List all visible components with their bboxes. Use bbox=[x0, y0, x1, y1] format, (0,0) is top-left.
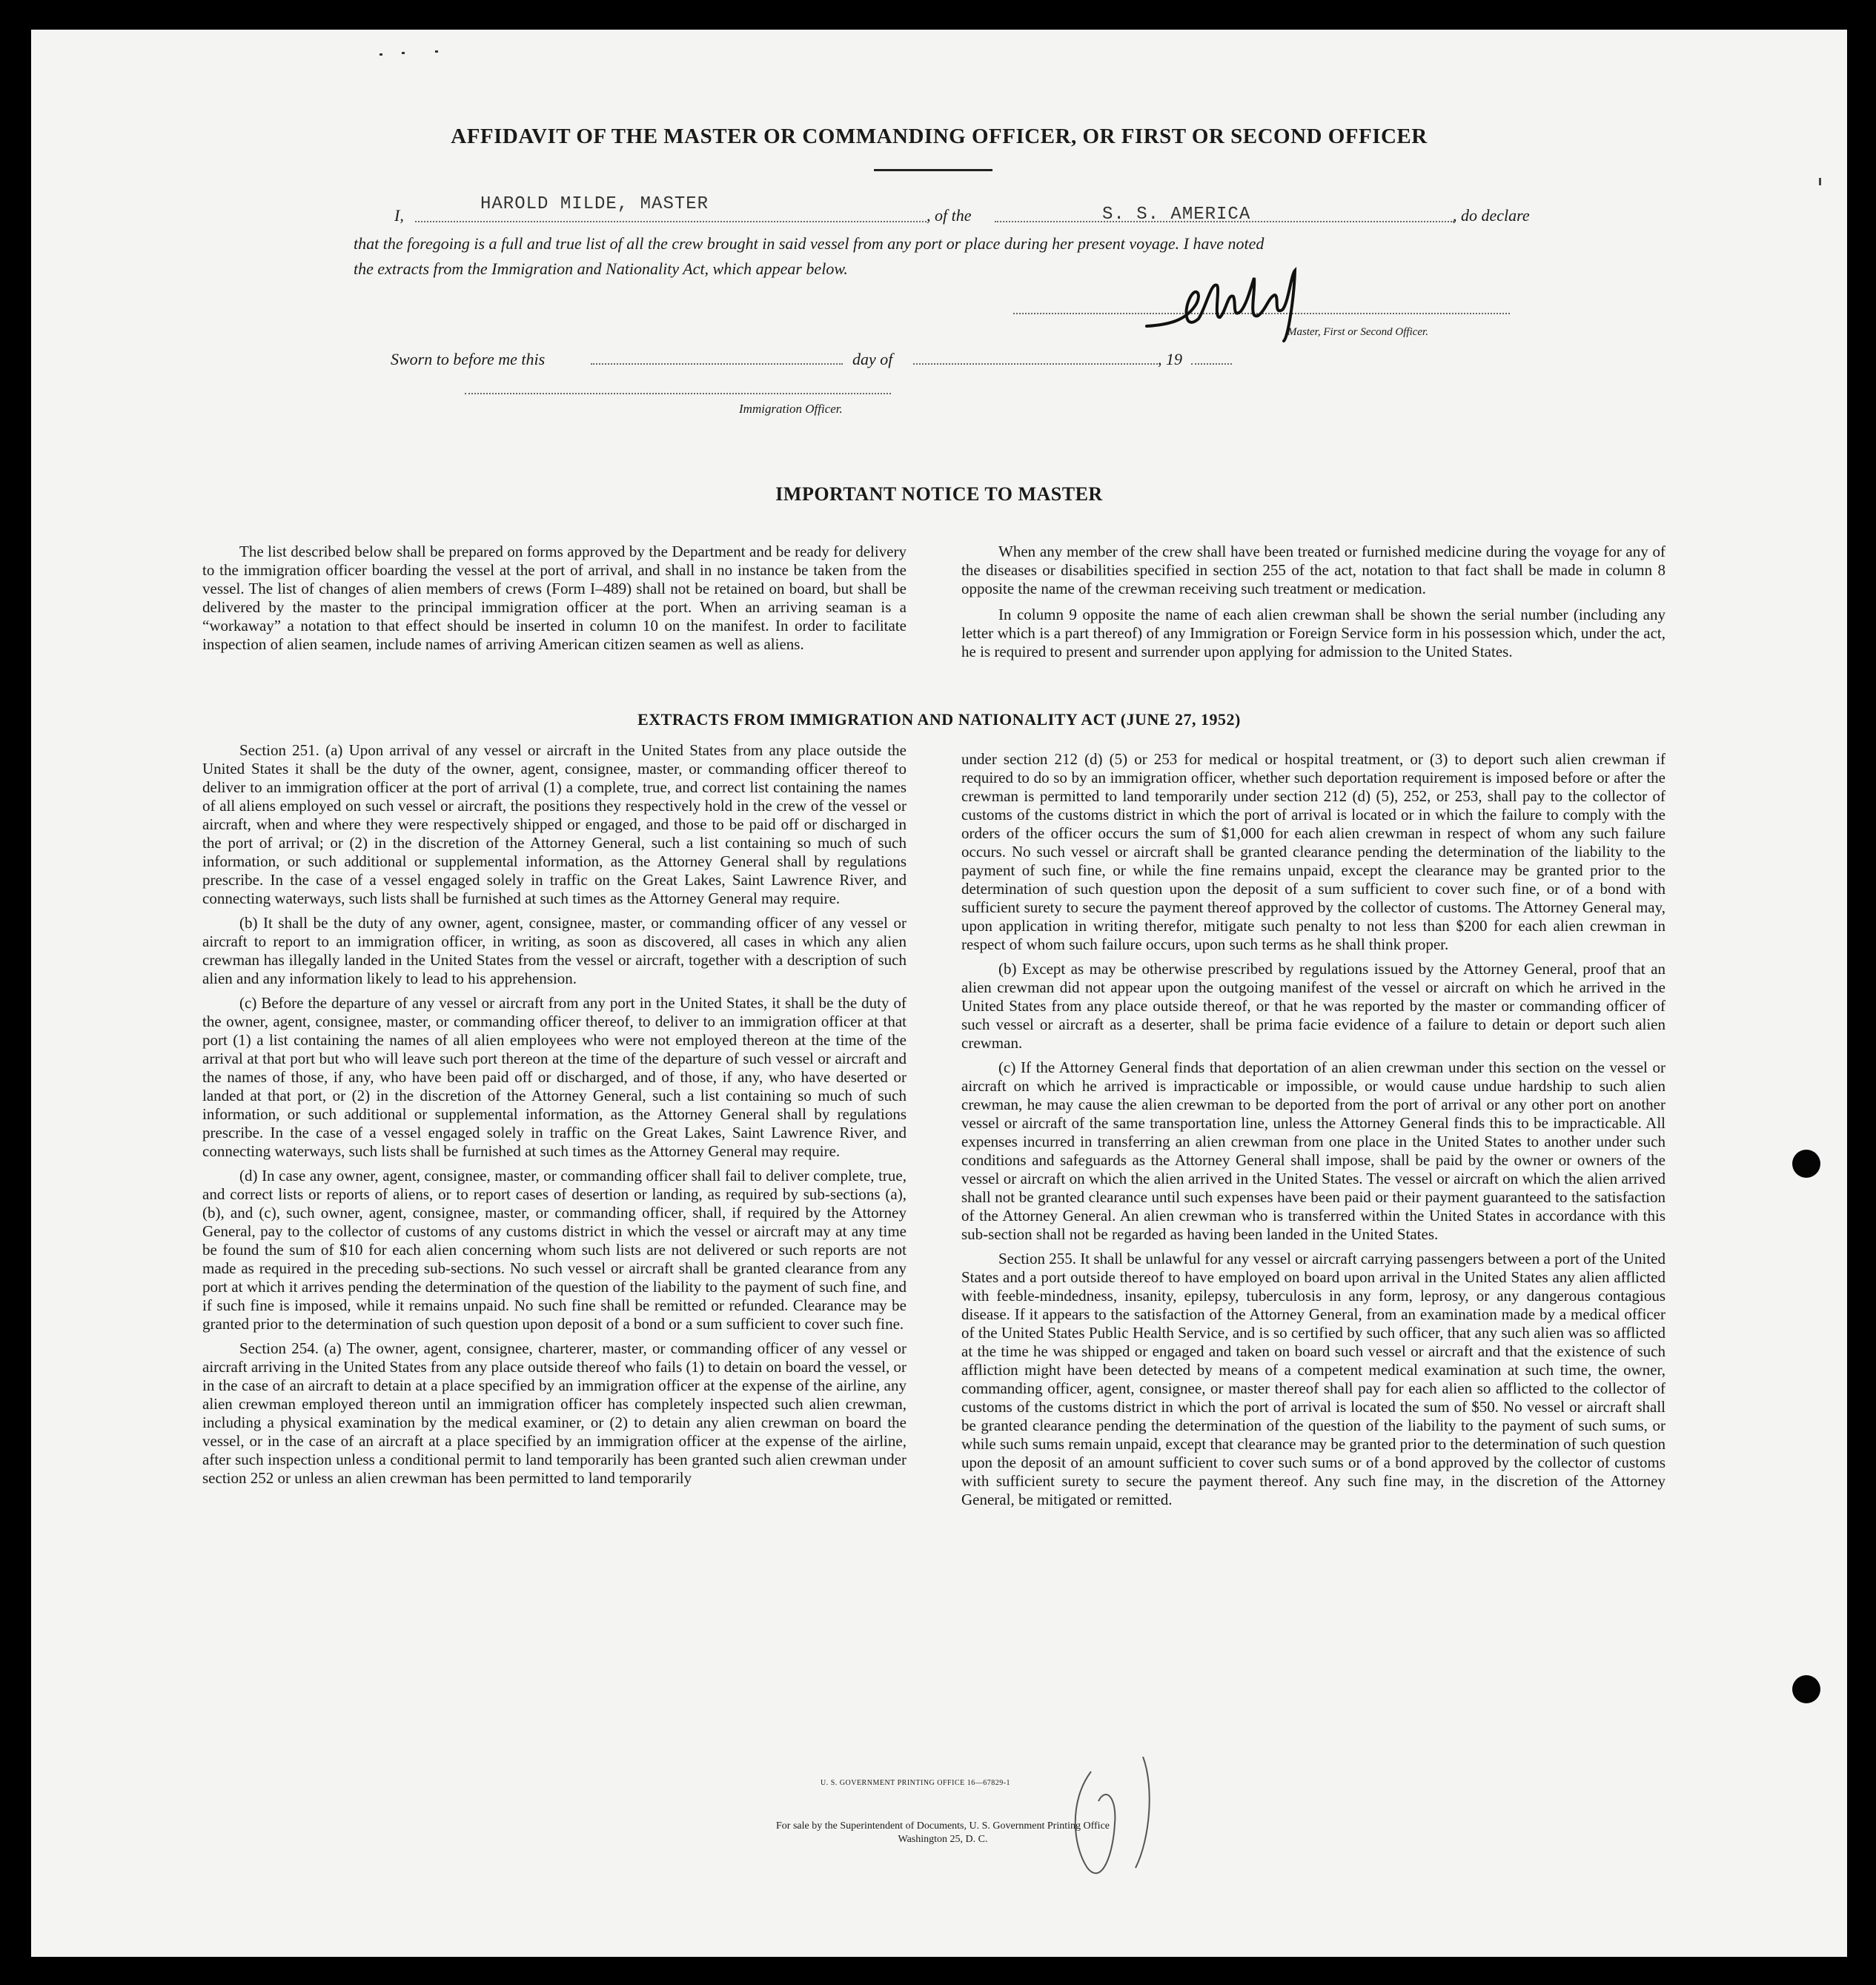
sworn-year-field bbox=[1191, 347, 1232, 365]
notice-title: IMPORTANT NOTICE TO MASTER bbox=[775, 483, 1103, 505]
section-251-a: Section 251. (a) Upon arrival of any vessel or aircraft in the United States from any place outside the United States it shall be the duty of the owner, agent, consignee, master, or commanding officer thereof to deliver to an immigration officer at the port of arrival (1) a complete, true, and correct list containing the names of all aliens employed on such vessel or aircraft, the positions they respectively hold in the crew of the vessel or aircraft, when and where they were respectively shipped or engaged, and those to be paid off or discharged in the port of arrival; or (2) in the discretion of the Attorney General, such a list containing so much of such information, or such additional or supplemental information, as the Attorney General shall by regulations prescribe. In the case of a vessel engaged solely in traffic on the Great Lakes, Saint Lawrence River, and connecting waterways, such lists shall be furnished at such times as the Attorney General may require. bbox=[202, 741, 906, 907]
section-254-c: (c) If the Attorney General finds that deportation of an alien crewman under this section on the vessel or aircraft on which he arrived is impracticable or impossible, or would cause undue hardship to such alien crewman, he may cause the alien crewman to be deported from the port of arrival or any other port on another vessel or aircraft of the same transportation line, unless the Attorney General finds this to be impracticable. All expenses incurred in transferring an alien crewman from one place in the United States to another under such conditions and safeguards as the Attorney General shall impose, shall be paid by the owner or owners of the vessel or aircraft on which the alien arrived in the United States. The vessel or aircraft on which the alien arrived shall not be granted clearance until such expenses have been paid or their payment guaranteed to the satisfaction of the Attorney General. An alien crewman who is transferred within the United States in accordance with this sub-section shall not be regarded as having been landed in the United States. bbox=[961, 1058, 1665, 1243]
do-declare-label: , do declare bbox=[1453, 206, 1530, 225]
section-254-b: (b) Except as may be otherwise prescribed by regulations issued by the Attorney General, proof that an alien crewman did not appear upon the outgoing manifest of the vessel or aircraft on which he arrived in the United States from any place outside thereof, or that he was reported by the master or commanding officer of such vessel or aircraft as a deserter, shall be prima facie evidence of a failure to detain or deport such alien crewman. bbox=[961, 960, 1665, 1052]
section-254-a: Section 254. (a) The owner, agent, consignee, charterer, master, or commanding officer of any vessel or aircraft arriving in the United States from any place outside thereof who fails (1) to detain on board the vessel, or in the case of an aircraft to detain at a place specified by an immigration officer at the expense of the airline, any alien crewman employed thereon until an immigration officer has completely inspected such alien crewman, including a physical examination by the medical examiner, or (2) to detain any alien crewman on board the vessel, or in the case of an aircraft at a place specified by an immigration officer at the expense of the airline, after such inspection unless a conditional permit to land temporarily has been granted such alien crewman under section 252 or unless an alien crewman has been permitted to land temporarily bbox=[202, 1339, 906, 1487]
notice-left-column bbox=[202, 543, 906, 661]
affidavit-title: AFFIDAVIT OF THE MASTER OR COMMANDING OFFICER, OR FIRST OR SECOND OFFICER bbox=[451, 125, 1428, 148]
statement-line-1: that the foregoing is a full and true list of all the crew brought in said vessel from any port or place during her present voyage. I have noted bbox=[354, 234, 1265, 253]
notice-paragraph: When any member of the crew shall have been treated or furnished medicine during the voyage for any of the diseases or disabilities specified in section 255 of the act, notation to that fact shall be made in column 8 opposite the name of the crewman receiving such treatment or medication. bbox=[961, 543, 1665, 597]
scan-speck bbox=[379, 53, 382, 56]
section-251-c: (c) Before the departure of any vessel or aircraft from any port in the United States, it shall be the duty of the owner, agent, consignee, master, or commanding officer thereof, to deliver to an immigration officer at that port (1) a list containing the names of all alien employees who were not employed thereon at the time of the arrival at that port but who will leave such port thereon at the time of the departure of such vessel or aircraft and the names of those, if any, who have been paid off or discharged, and of those, if any, who have deserted or landed at that port, or (2) in the discretion of the Attorney General, such a list containing so much of such information, or such additional or supplemental information, as the Attorney General shall by regulations prescribe. In the case of a vessel engaged solely in traffic on the Great Lakes, Saint Lawrence River, and connecting waterways, such lists shall be furnished at such times as the Attorney General may require. bbox=[202, 994, 906, 1160]
statement-line-2: the extracts from the Immigration and Nationality Act, which appear below. bbox=[354, 259, 848, 278]
sworn-label: Sworn to before me this bbox=[391, 350, 546, 368]
vessel-name: S. S. AMERICA bbox=[1102, 205, 1251, 225]
title-rule bbox=[874, 169, 992, 171]
immigration-officer-line bbox=[465, 385, 891, 394]
extracts-title: EXTRACTS FROM IMMIGRATION AND NATIONALITY ACT (JUNE 27, 1952) bbox=[637, 710, 1241, 729]
scan-speck bbox=[1819, 178, 1821, 185]
punch-hole bbox=[1792, 1150, 1820, 1178]
notice-paragraph: The list described below shall be prepared on forms approved by the Department and be ready for delivery to the immigration officer boarding the vessel at the port of arrival, and shall in no instance be taken from the vessel. The list of changes of alien members of crews (Form I–489) shall not be retained on board, but shall be delivered by the master to the principal immigration officer at the port. When an arriving seaman is a “workaway” a notation to that effect should be inserted in column 10 on the manifest. In order to facilitate inspection of alien seamen, include names of arriving American citizen seamen as well as aliens. bbox=[202, 543, 906, 653]
notice-paragraph: In column 9 opposite the name of each alien crewman shall be shown the serial number (including any letter which is a part thereof) of any Immigration or Foreign Service form in his possession which, under the act, he is required to present and surrender upon applying for admission to the United States. bbox=[961, 606, 1665, 660]
scan-speck bbox=[435, 50, 438, 53]
scan-speck bbox=[402, 52, 405, 54]
immigration-officer-caption: Immigration Officer. bbox=[739, 402, 843, 416]
extracts-right-column bbox=[961, 750, 1665, 1515]
punch-hole bbox=[1792, 1675, 1820, 1703]
section-254-a-continued: under section 212 (d) (5) or 253 for medical or hospital treatment, or (3) to deport such alien crewman if required to do so by an immigration officer, whether such deportation requirement is imposed before or after the crewman is permitted to land temporarily under section 212 (d) (5), 252, or 253, shall pay to the collector of customs of the customs district in which the port of arrival is located or in which the failure to comply with the orders of the officer occurs the sum of $1,000 for each alien crewman in respect of whom any such failure occurs. No such vessel or aircraft shall be granted clearance pending the determination of the liability to the payment of such fine, or while the fine remains unpaid, except the clearance may be granted prior to the determination of such question upon the deposit of a sum sufficient to cover such fine, or of a bond with sufficient surety to secure the payment thereof approved by the collector of customs. The Attorney General may, upon application in writing therefor, mitigate such penalty to not less than $200 for each alien crewman in respect of whom such failure occurs, upon such terms as he shall think proper. bbox=[961, 750, 1665, 953]
day-of-label: day of bbox=[852, 350, 893, 368]
sale-line-2: Washington 25, D. C. bbox=[898, 1834, 988, 1845]
year-prefix: , 19 bbox=[1158, 350, 1182, 368]
section-255: Section 255. It shall be unlawful for any vessel or aircraft carrying passengers between a port of the United States and a port outside thereof to have employed on board upon arrival in the United States any alien afflicted with feeble-mindedness, insanity, epilepsy, tuberculosis in any form, leprosy, or any dangerous contagious disease. If it appears to the satisfaction of the Attorney General, from an examination made by a medical officer of the United States Public Health Service, and is so certified by such officer, that any such alien was so afflicted at the time he was shipped or engaged and taken on board such vessel or aircraft and that the existence of such affliction might have been detected by means of a competent medical examination at such time, the owner, commanding officer, agent, consignee, or master thereof shall pay for each alien so afflicted to the collector of customs of the customs district in which the port of arrival is located the sum of $50. No vessel or aircraft shall be granted clearance pending the determination of the question of the liability to the payment of such sums, or while such sums remain unpaid, except that clearance may be granted prior to the determination of such question upon the deposit of an amount sufficient to cover such sums or of a bond approved by the collector of customs with sufficient surety to secure the payment thereof. Any such fine may, in the discretion of the Attorney General, be mitigated or remitted. bbox=[961, 1250, 1665, 1508]
declarant-name: HAROLD MILDE, MASTER bbox=[480, 194, 709, 214]
notice-right-column bbox=[961, 543, 1665, 669]
extracts-left-column bbox=[202, 741, 906, 1494]
sworn-month-field bbox=[913, 347, 1158, 365]
section-251-d: (d) In case any owner, agent, consignee, master, or commanding officer shall fail to deliver complete, true, and correct lists or reports of aliens, or to report cases of desertion or landing, as required by sub-sections (a), (b), and (c), such owner, agent, consignee, master, or commanding officer, shall, if required by the Attorney General, pay to the collector of customs of any customs district in which the vessel or aircraft may at any time be found the sum of $10 for each alien concerning whom such lists are not delivered or such reports are not made as required in the preceding sub-sections. No such vessel or aircraft shall be granted clearance from any port at which it arrives pending the determination of the question of the liability to the payment of such fine, and if such fine is imposed, while it remains unpaid. No such fine shall be remitted or refunded. Clearance may be granted prior to the determination of such question upon deposit of a bond or a sum sufficient to cover such fine. bbox=[202, 1167, 906, 1333]
of-the-label: , of the bbox=[927, 206, 972, 225]
printing-office-line: U. S. GOVERNMENT PRINTING OFFICE 16—67829-1 bbox=[821, 1779, 1011, 1787]
section-251-b: (b) It shall be the duty of any owner, agent, consignee, master, or commanding officer of any vessel or aircraft to report to an immigration officer, in writing, as soon as discovered, all cases in which any alien crewman has illegally landed in the United States from the vessel or aircraft, together with a description of such alien and any information likely to lead to his apprehension. bbox=[202, 914, 906, 987]
sale-line-1: For sale by the Superintendent of Documents, U. S. Government Printing Office bbox=[776, 1820, 1110, 1832]
document-page bbox=[31, 30, 1847, 1957]
signature-caption: Master, First or Second Officer. bbox=[1287, 326, 1428, 338]
pencil-scribble bbox=[1061, 1757, 1180, 1890]
sworn-day-field bbox=[591, 347, 843, 365]
i-label: I, bbox=[394, 206, 404, 225]
